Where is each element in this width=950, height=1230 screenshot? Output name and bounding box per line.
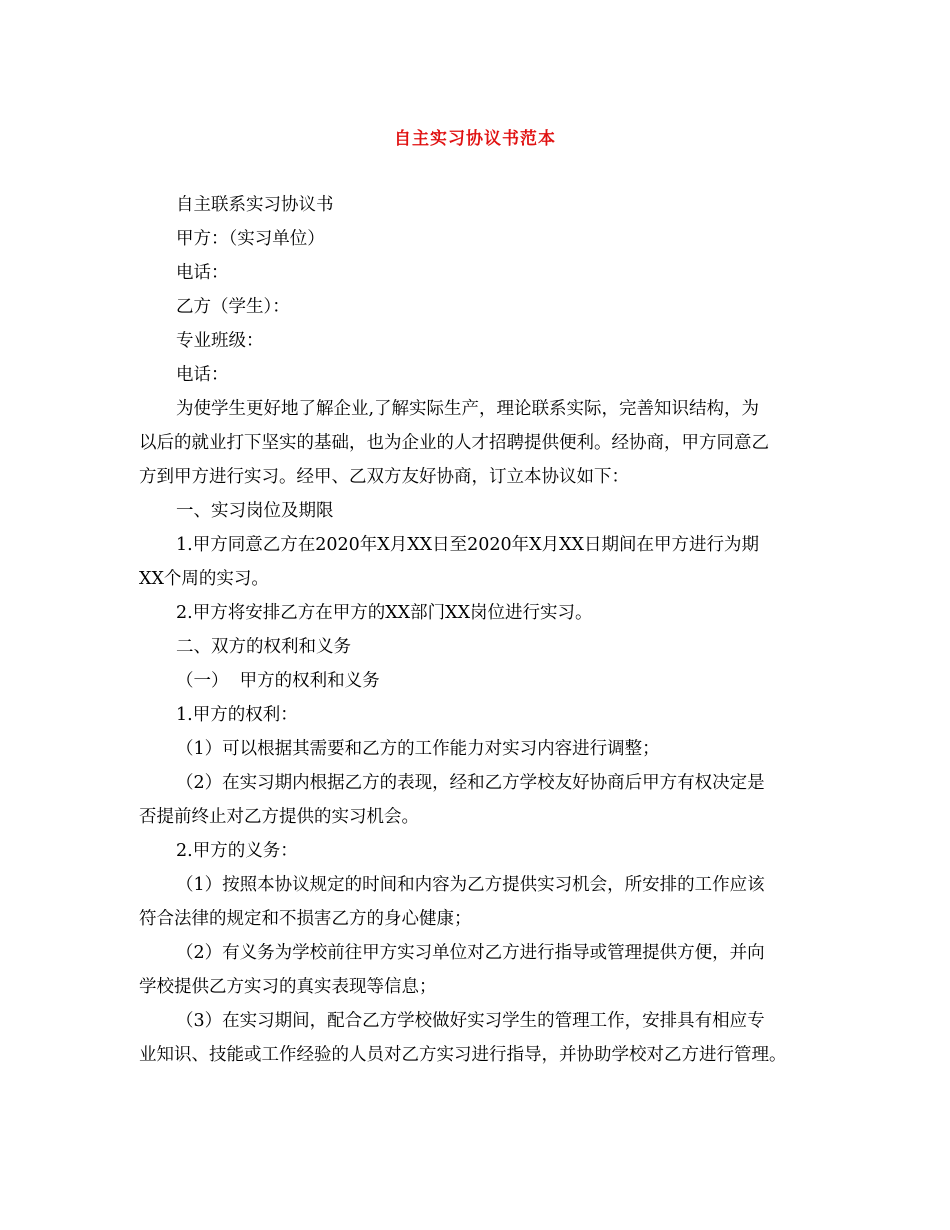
- paragraph-line: 电话：: [176, 263, 229, 283]
- paragraph-line: （3）在实习期间，配合乙方学校做好实习学生的管理工作，安排具有相应专: [176, 1011, 765, 1031]
- document-title: 自主实习协议书范本: [394, 129, 556, 149]
- paragraph-line: （2）有义务为学校前往甲方实习单位对乙方进行指导或管理提供方便，并向: [176, 943, 765, 963]
- section-heading: 二、双方的权利和义务: [176, 637, 351, 657]
- paragraph-line: 1.甲方的权利：: [176, 705, 298, 725]
- paragraph-line: （2）在实习期内根据乙方的表现，经和乙方学校友好协商后甲方有权决定是: [176, 773, 765, 793]
- paragraph-line: （1）按照本协议规定的时间和内容为乙方提供实习机会，所安排的工作应该: [176, 875, 765, 895]
- paragraph-line: 电话：: [176, 365, 229, 385]
- paragraph-line: 业知识、技能或工作经验的人员对乙方实习进行指导，并协助学校对乙方进行管理。: [139, 1045, 787, 1065]
- paragraph-line: 专业班级：: [176, 331, 264, 351]
- paragraph-line: 2.甲方将安排乙方在甲方的XX部门XX岗位进行实习。: [176, 603, 593, 623]
- paragraph-line: 2.甲方的义务：: [176, 841, 298, 861]
- paragraph-line: 为使学生更好地了解企业,了解实际生产，理论联系实际，完善知识结构，为: [176, 399, 760, 419]
- paragraph-line: 乙方（学生）：: [176, 297, 290, 317]
- paragraph-line: 符合法律的规定和不损害乙方的身心健康；: [139, 909, 472, 929]
- paragraph-line: 以后的就业打下坚实的基础，也为企业的人才招聘提供便利。经协商，甲方同意乙: [139, 433, 769, 453]
- paragraph-line: XX个周的实习。: [139, 569, 269, 589]
- subsection-heading: （一） 甲方的权利和义务: [176, 671, 380, 691]
- paragraph-line: 方到甲方进行实习。经甲、乙双方友好协商，订立本协议如下：: [139, 467, 629, 487]
- paragraph-line: 自主联系实习协议书: [176, 195, 334, 215]
- paragraph-line: （1）可以根据其需要和乙方的工作能力对实习内容进行调整；: [176, 739, 660, 759]
- paragraph-line: 1.甲方同意乙方在2020年X月XX日至2020年X月XX日期间在甲方进行为期: [176, 535, 760, 555]
- paragraph-line: 学校提供乙方实习的真实表现等信息；: [139, 977, 437, 997]
- document-body: [139, 188, 825, 1072]
- paragraph-line: 甲方：（实习单位）: [176, 229, 325, 249]
- paragraph-line: 否提前终止对乙方提供的实习机会。: [139, 807, 419, 827]
- section-heading: 一、实习岗位及期限: [176, 501, 334, 521]
